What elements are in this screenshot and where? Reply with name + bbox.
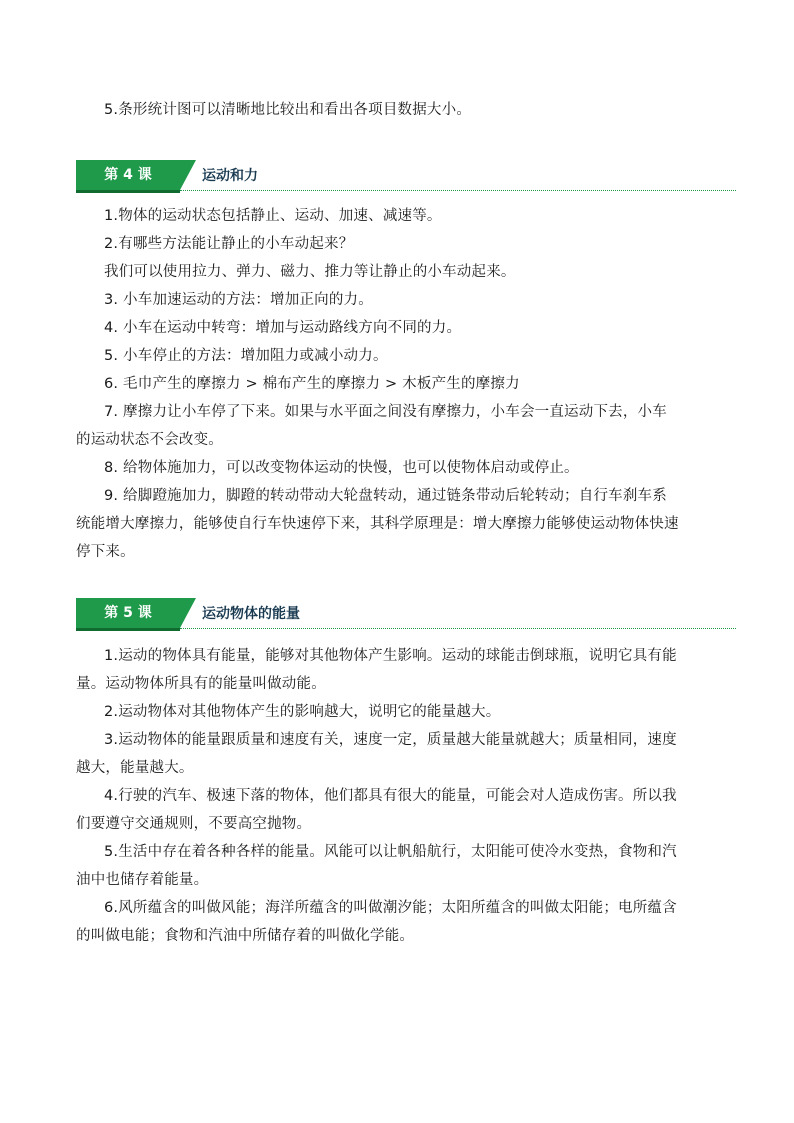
lesson4-line: 7. 摩擦力让小车停了下来。如果与水平面之间没有摩擦力，小车会一直运动下去，小车 — [104, 404, 667, 420]
lesson5-line: 越大，能量越大。 — [76, 760, 194, 776]
top-text-line: 5.条形统计图可以清晰地比较出和看出各项目数据大小。 — [104, 102, 472, 118]
lesson4-line: 停下来。 — [76, 544, 135, 560]
lesson4-line: 我们可以使用拉力、弹力、磁力、推力等让静止的小车动起来。 — [104, 264, 516, 280]
lesson5-line: 1.运动的物体具有能量，能够对其他物体产生影响。运动的球能击倒球瓶，说明它具有能 — [104, 648, 677, 664]
lesson5-header — [76, 598, 736, 630]
lesson5-line: 3.运动物体的能量跟质量和速度有关，速度一定，质量越大能量就越大；质量相同，速度 — [104, 732, 677, 748]
lesson5-line: 5.生活中存在着各种各样的能量。风能可以让帆船航行，太阳能可使冷水变热，食物和汽 — [104, 844, 677, 860]
lesson5-title: 运动物体的能量 — [202, 606, 300, 622]
lesson4-title: 运动和力 — [202, 168, 258, 184]
lesson5-divider — [180, 628, 736, 629]
lesson4-line: 3. 小车加速运动的方法：增加正向的力。 — [104, 292, 373, 308]
lesson4-line: 统能增大摩擦力，能够使自行车快速停下来，其科学原理是：增大摩擦力能够使运动物体快速 — [76, 516, 679, 532]
lesson5-line: 4.行驶的汽车、极速下落的物体，他们都具有很大的能量，可能会对人造成伤害。所以我 — [104, 788, 677, 804]
lesson5-line: 2.运动物体对其他物体产生的影响越大，说明它的能量越大。 — [104, 704, 501, 720]
lesson5-line: 们要遵守交通规则，不要高空抛物。 — [76, 816, 312, 832]
lesson5-line: 6.风所蕴含的叫做风能；海洋所蕴含的叫做潮汐能；太阳所蕴含的叫做太阳能；电所蕴含 — [104, 900, 677, 916]
lesson4-line: 8. 给物体施加力，可以改变物体运动的快慢，也可以使物体启动或停止。 — [104, 460, 579, 476]
lesson5-line: 油中也储存着能量。 — [76, 872, 209, 888]
lesson4-line: 1.物体的运动状态包括静止、运动、加速、减速等。 — [104, 208, 442, 224]
lesson5-tab-label: 第 5 课 — [104, 605, 152, 621]
lesson4-line: 的运动状态不会改变。 — [76, 432, 223, 448]
lesson4-line: 2.有哪些方法能让静止的小车动起来？ — [104, 236, 354, 252]
lesson4-tab-label: 第 4 课 — [104, 167, 152, 183]
lesson4-divider — [180, 190, 736, 191]
lesson4-line: 9. 给脚蹬施加力，脚蹬的转动带动大轮盘转动，通过链条带动后轮转动；自行车刹车系 — [104, 488, 667, 504]
lesson5-line: 的叫做电能；食物和汽油中所储存着的叫做化学能。 — [76, 928, 415, 944]
lesson4-line: 4. 小车在运动中转弯：增加与运动路线方向不同的力。 — [104, 320, 462, 336]
lesson4-line: 5. 小车停止的方法：增加阻力或减小动力。 — [104, 348, 388, 364]
lesson4-line: 6. 毛巾产生的摩擦力 > 棉布产生的摩擦力 > 木板产生的摩擦力 — [104, 376, 520, 392]
lesson5-line: 量。运动物体所具有的能量叫做动能。 — [76, 676, 326, 692]
lesson4-header — [76, 160, 736, 192]
